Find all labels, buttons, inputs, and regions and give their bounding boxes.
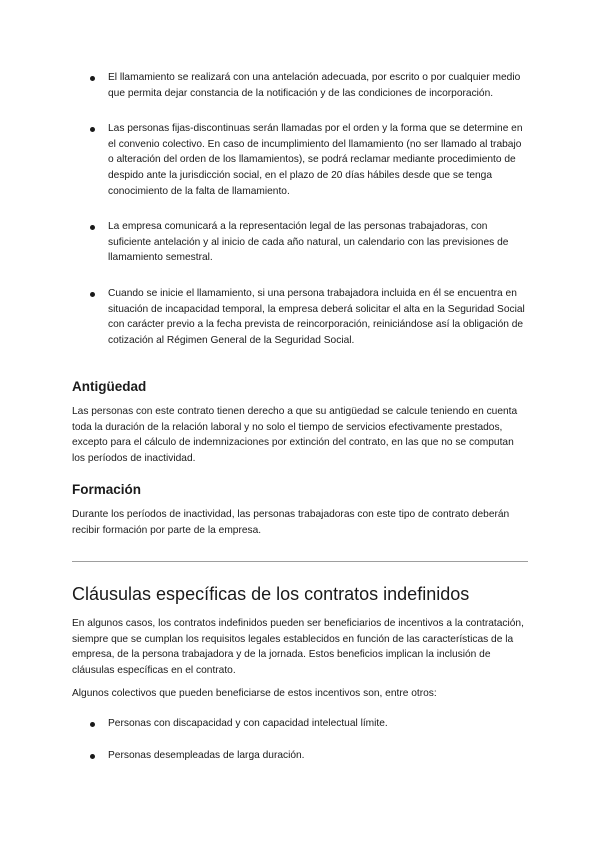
section-divider <box>72 561 528 562</box>
bullet-dot-icon <box>90 292 95 297</box>
colectivos-list <box>72 716 528 779</box>
list-item <box>72 286 528 348</box>
list-item <box>72 70 528 101</box>
bullet-dot-icon <box>90 76 95 81</box>
formacion-heading: Formación <box>72 482 142 497</box>
antiguedad-paragraph: Las personas con este contrato tienen derecho a que su antigüedad se calcule teniendo en cuenta toda la duración de la relación laboral y no solo el tiempo de servicios efectivamente prestados, excepto para el cálculo de indemnizaciones por extinción del contrato, en las que no se computan los períodos de inactividad. <box>72 406 518 464</box>
list-item <box>72 121 528 199</box>
list-item-text: Las personas fijas-discontinuas serán llamadas por el orden y la forma que se determine en el convenio colectivo. En caso de incumplimiento del llamamiento (no ser llamado al trabajo o alteración del orden de los llamamientos), se podrá reclamar mediante procedimiento de despido ante la jurisdicción social, en el plazo de 20 días hábiles desde que se tenga conocimiento de la falta de llamamiento. <box>108 123 523 197</box>
bullet-dot-icon <box>90 722 95 727</box>
list-item <box>72 748 528 764</box>
bullet-dot-icon <box>90 127 95 132</box>
antiguedad-heading: Antigüedad <box>72 379 147 394</box>
bullet-dot-icon <box>90 225 95 230</box>
list-item <box>72 716 528 732</box>
colectivos-intro: Algunos colectivos que pueden beneficiarse de estos incentivos son, entre otros: <box>72 688 437 699</box>
list-item-text: La empresa comunicará a la representación legal de las personas trabajadoras, con suficiente antelación y al inicio de cada año natural, un calendario con las previsiones de llamamiento semestral. <box>108 221 509 264</box>
list-item <box>72 219 528 266</box>
list-item-text: Personas desempleadas de larga duración. <box>108 749 305 761</box>
list-item-text: Personas con discapacidad y con capacidad intelectual límite. <box>108 718 388 729</box>
clausulas-heading: Cláusulas específicas de los contratos indefinidos <box>72 584 470 604</box>
bullet-dot-icon <box>90 754 95 759</box>
clausulas-paragraph: En algunos casos, los contratos indefinidos pueden ser beneficiarios de incentivos a la contratación, siempre que se cumplan los requisitos legales establecidos en función de las características de la empresa, de la persona trabajadora y de la jornada. Estos beneficios implican la inclusión de cláusulas específicas en el contrato. <box>72 618 524 676</box>
llamamiento-list <box>72 70 528 348</box>
list-item-text: El llamamiento se realizará con una antelación adecuada, por escrito o por cualquier medio que permita dejar constancia de la notificación y de las condiciones de incorporación. <box>108 72 521 99</box>
list-item-text: Cuando se inicie el llamamiento, si una persona trabajadora incluida en él se encuentra en situación de incapacidad temporal, la empresa deberá solicitar el alta en la Seguridad Social con carácter previo a la fecha prevista de reincorporación, reiniciándose así la obligación de cotización al Régimen General de la Seguridad Social. <box>108 287 525 346</box>
formacion-paragraph: Durante los períodos de inactividad, las personas trabajadoras con este tipo de contrato deberán recibir formación por parte de la empresa. <box>72 509 510 536</box>
